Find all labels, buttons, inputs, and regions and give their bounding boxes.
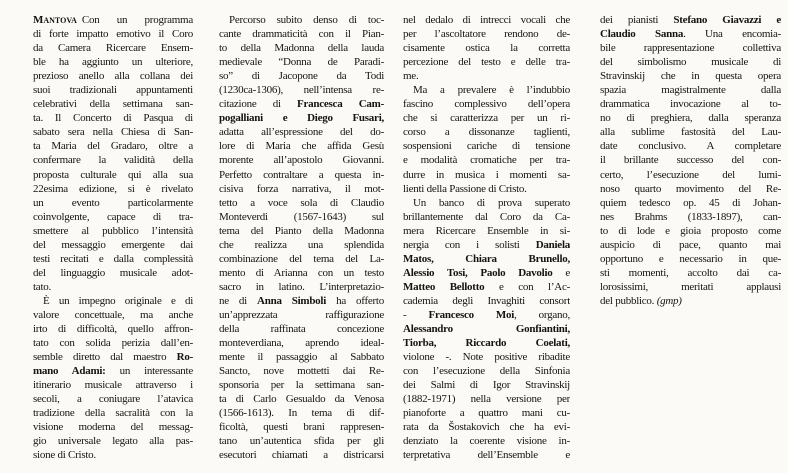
body-text: adatta all’espressione del do- xyxy=(219,126,384,139)
body-text: semble diretto dal maestro xyxy=(33,351,177,364)
text-line xyxy=(403,27,570,41)
body-text: ta Maria del Gradaro, oltre a xyxy=(33,140,193,153)
body-text: e con l’Ac- xyxy=(484,280,570,293)
emphasized-name: Anna Simboli xyxy=(257,294,327,307)
body-text: cisiva forza narrativa, il mot- xyxy=(219,182,384,195)
text-line xyxy=(33,55,193,69)
text-line xyxy=(219,125,384,139)
body-text: durre in musica i momenti sa- xyxy=(403,168,570,181)
body-text: dei pianisti xyxy=(600,14,674,26)
body-text: medievale “Donna de Paradi- xyxy=(219,56,384,69)
body-text: denziato la coerente visione in- xyxy=(403,435,570,448)
body-text: prezioso anello alla collana dei xyxy=(33,70,193,83)
body-text: È un impegno originale e di xyxy=(43,294,193,307)
body-text: della raffinata concezione xyxy=(219,323,384,336)
body-text: tema del Pianto della Madonna xyxy=(219,224,384,237)
body-text: sabato sera nella Chiesa di San- xyxy=(33,126,193,139)
text-line xyxy=(219,196,384,210)
text-line xyxy=(33,434,193,448)
body-text: sospensioni cariche di tensione xyxy=(403,140,570,153)
body-text: to della Madonna della lauda xyxy=(219,42,384,55)
emphasized-name: Ro- xyxy=(176,351,193,364)
body-text: nel dedalo di intrecci vocali che xyxy=(403,14,570,26)
text-line xyxy=(600,111,781,125)
body-text: lienti della Passione di Cristo. xyxy=(403,182,527,195)
body-text: irto di difficoltà, quello affron- xyxy=(33,323,193,336)
text-line xyxy=(403,41,570,55)
body-text: di forte impatto emotivo il Coro xyxy=(33,28,193,41)
text-line xyxy=(600,280,781,294)
body-text: sponsoria per la settimana san- xyxy=(219,379,384,392)
article-column-4 xyxy=(600,13,781,308)
text-line xyxy=(403,406,570,420)
body-text: mento di Arianna con un testo xyxy=(219,266,384,279)
text-line xyxy=(403,448,570,462)
body-text: tetto a voce sola di Claudio xyxy=(219,196,384,209)
text-line xyxy=(403,111,570,125)
body-text: coinvolgente, capace di tra- xyxy=(33,210,193,223)
body-text: Con un programma xyxy=(81,14,193,26)
body-text: bile rappresentazione collettiva xyxy=(600,42,781,55)
emphasized-name: Francesca Cam- xyxy=(297,98,384,111)
text-line xyxy=(33,83,193,97)
body-text: ha offerto xyxy=(326,294,384,307)
text-line xyxy=(219,224,384,238)
body-text: secoli, a coniugare l’atavica xyxy=(33,393,193,406)
text-line xyxy=(219,182,384,196)
text-line xyxy=(33,224,193,238)
text-line xyxy=(403,364,570,378)
text-line xyxy=(600,69,781,83)
body-text: citazione di xyxy=(219,98,298,111)
text-line xyxy=(219,97,384,111)
body-text: suoi tradizionali appuntamenti xyxy=(33,84,193,97)
body-text: date conclusivo. A completare xyxy=(600,140,781,153)
body-text: to di lode e gioia proposto come xyxy=(600,224,781,237)
text-line xyxy=(600,224,781,238)
text-line xyxy=(219,266,384,280)
text-line xyxy=(600,196,781,210)
text-line xyxy=(403,13,570,27)
body-text: (gmp) xyxy=(656,294,682,307)
body-text: del linguaggio musicale adot- xyxy=(33,266,193,279)
text-line xyxy=(600,55,781,69)
body-text: valore concettuale, ma anche xyxy=(33,308,193,321)
body-text: itinerario musicale attraverso i xyxy=(33,379,193,392)
text-line xyxy=(219,378,384,392)
emphasized-name: Stefano Giavazzi e xyxy=(673,14,781,26)
text-line xyxy=(403,182,570,196)
body-text: tato con solida perizia dall’en- xyxy=(33,337,193,350)
body-text: cisamente ostica la corretta xyxy=(403,42,570,55)
body-text: ta. Il Concerto di Pasqua di xyxy=(33,112,193,125)
body-text: 22esima edizione, si è rivelato xyxy=(33,182,193,195)
emphasized-name: Alessandro Gonfiantini, xyxy=(403,323,570,336)
emphasized-name: Francesco Moi xyxy=(428,308,515,321)
text-line xyxy=(33,153,193,167)
text-line xyxy=(403,238,570,252)
body-text: alla sublime fastosità del Lau- xyxy=(600,126,781,139)
body-text: un’apprezzata raffigurazione xyxy=(219,308,384,321)
body-text: che realizza una splendida xyxy=(219,238,384,251)
body-text: cante drammaticità con il Pian- xyxy=(219,28,384,41)
text-line xyxy=(33,238,193,252)
emphasized-name: Matteo Bellotto xyxy=(403,280,485,293)
emphasized-name: mano Adami: xyxy=(33,365,106,378)
text-line xyxy=(219,153,384,167)
text-line xyxy=(33,322,193,336)
body-text: opportuno e necessario in que- xyxy=(600,252,781,265)
text-line xyxy=(600,210,781,224)
text-line xyxy=(219,308,384,322)
text-line xyxy=(600,97,781,111)
body-text: visione moderna del messag- xyxy=(33,421,193,434)
body-text: . Una encomia- xyxy=(683,28,781,41)
body-text: drammatica invocazione al to- xyxy=(600,98,781,111)
text-line xyxy=(33,266,193,280)
body-text: nergia con i solisti xyxy=(403,238,536,251)
text-line xyxy=(403,97,570,111)
text-line xyxy=(403,336,570,350)
body-text: ta di Carlo Gesualdo da Venosa xyxy=(219,393,384,406)
text-line xyxy=(33,27,193,41)
text-line xyxy=(600,182,781,196)
text-line xyxy=(219,83,384,97)
body-text: tato. xyxy=(33,280,51,293)
text-line xyxy=(33,364,193,378)
text-line xyxy=(600,266,781,280)
body-text: (1882-1971) nella versione per xyxy=(403,393,570,406)
text-line xyxy=(403,252,570,266)
text-line xyxy=(403,224,570,238)
body-text: esecutori chiamati a districarsi xyxy=(219,449,384,462)
text-line xyxy=(219,392,384,406)
body-text: per l’ascoltatore rendono de- xyxy=(403,28,570,41)
text-line xyxy=(403,153,570,167)
body-text: Ma a prevalere è l’indubbio xyxy=(413,84,570,97)
body-text: celebrativi della settimana san- xyxy=(33,98,193,111)
text-line xyxy=(600,27,781,41)
text-line xyxy=(600,238,781,252)
text-line xyxy=(33,378,193,392)
text-line xyxy=(600,294,781,308)
body-text: spazia magistralmente dalla xyxy=(600,84,781,97)
text-line xyxy=(219,139,384,153)
body-text: che si caratterizza per un ri- xyxy=(403,112,570,125)
text-line xyxy=(600,83,781,97)
text-line xyxy=(600,139,781,153)
text-line xyxy=(33,168,193,182)
body-text: noso quarto movimento del Re- xyxy=(600,182,781,195)
text-line xyxy=(219,350,384,364)
text-line xyxy=(33,350,193,364)
body-text: nes Brahms (1833-1897), can- xyxy=(600,210,781,223)
text-line xyxy=(600,13,781,27)
body-text: certo, l’esecuzione del lumi- xyxy=(600,168,781,181)
body-text: ficoltà, questi brani rappresen- xyxy=(219,421,384,434)
emphasized-name: Claudio Sanna xyxy=(600,28,684,41)
text-line xyxy=(33,196,193,210)
text-line xyxy=(403,434,570,448)
body-text: fascino complessivo dell’opera xyxy=(403,98,570,111)
body-text: testi recitati e dalla complessità xyxy=(33,252,193,265)
body-text: confermare la validità della xyxy=(33,154,193,167)
text-line xyxy=(219,13,384,27)
body-text: ne di xyxy=(219,294,258,307)
body-text: dei Salmi di Igor Stravinskij xyxy=(403,379,570,392)
text-line xyxy=(219,238,384,252)
text-line xyxy=(403,294,570,308)
body-text: smettere al pubblico l’intensità xyxy=(33,224,193,237)
body-text: Percorso subito denso di toc- xyxy=(229,14,384,26)
body-text: (1230ca-1306), nell’intensa re- xyxy=(219,84,384,97)
body-text: sione di Cristo. xyxy=(33,449,96,462)
text-line xyxy=(219,280,384,294)
body-text: Monteverdi (1567-1643) sul xyxy=(219,210,384,223)
body-text: del pubblico. xyxy=(600,294,657,307)
text-line xyxy=(403,350,570,364)
text-line xyxy=(403,280,570,294)
body-text: un evento particolarmente xyxy=(33,196,193,209)
text-line xyxy=(33,69,193,83)
text-line xyxy=(33,252,193,266)
emphasized-name: Matos, Chiara Brunello, xyxy=(403,252,570,265)
text-line xyxy=(219,336,384,350)
text-line xyxy=(600,41,781,55)
emphasized-name: Tiorba, Riccardo Coelati, xyxy=(403,337,570,350)
body-text: me. xyxy=(403,70,419,83)
text-line xyxy=(219,252,384,266)
text-line xyxy=(219,55,384,69)
body-text: mente il passaggio al Sabbato xyxy=(219,351,384,364)
body-text: con l’esecuzione della Sinfonia xyxy=(403,365,570,378)
text-line xyxy=(219,41,384,55)
body-text: percezione del testo e delle tra- xyxy=(403,56,570,69)
text-line xyxy=(403,125,570,139)
text-line xyxy=(33,336,193,350)
text-line xyxy=(403,83,570,97)
body-text: corso a dissonanze taglienti, xyxy=(403,126,570,139)
text-line xyxy=(33,392,193,406)
body-text: lore di Maria che affida Gesù xyxy=(219,140,384,153)
body-text: sti momenti, accolto dai ca- xyxy=(600,266,781,279)
body-text: gio universale legato alla pas- xyxy=(33,435,193,448)
text-line xyxy=(403,308,570,322)
text-line xyxy=(33,406,193,420)
text-line xyxy=(600,252,781,266)
body-text: Sancto, nove mottetti dai Re- xyxy=(219,365,384,378)
body-text: quiem tedesco op. 45 di Johan- xyxy=(600,196,781,209)
text-line xyxy=(403,55,570,69)
body-text: pianoforte a quattro mani cu- xyxy=(403,407,570,420)
body-text: brillantemente dal Coro da Ca- xyxy=(403,210,570,223)
body-text: un interessante xyxy=(105,365,193,378)
body-text: monteverdiana, aprendo ideal- xyxy=(219,337,384,350)
body-text: violone -. Note positive ribadite xyxy=(403,351,570,364)
text-line xyxy=(33,294,193,308)
text-line xyxy=(219,364,384,378)
text-line xyxy=(219,448,384,462)
text-line xyxy=(219,406,384,420)
body-text: il brillante successo del con- xyxy=(600,154,781,167)
emphasized-name: Alessio Tosi, Paolo Davolio xyxy=(403,266,553,279)
body-text: e xyxy=(552,266,570,279)
body-text: rata da Šostakovich che ha evi- xyxy=(403,421,570,434)
text-line xyxy=(403,69,570,83)
body-text: (1566-1613). In tema di dif- xyxy=(219,407,384,420)
body-text: Un banco di prova superato xyxy=(413,196,570,209)
body-text: tano un’autentica sfida per gli xyxy=(219,435,384,448)
text-line xyxy=(219,168,384,182)
text-line xyxy=(219,322,384,336)
text-line xyxy=(219,69,384,83)
text-line xyxy=(33,448,193,462)
text-line xyxy=(219,420,384,434)
text-line xyxy=(33,139,193,153)
text-line xyxy=(33,210,193,224)
body-text: ble ha aggiunto un ulteriore, xyxy=(33,56,193,69)
text-line xyxy=(403,266,570,280)
text-line xyxy=(33,111,193,125)
body-text: auspicio di pace, quanto mai xyxy=(600,238,781,251)
text-line xyxy=(33,13,193,27)
body-text: terpretativa dell’Ensemble e xyxy=(403,449,570,462)
body-text: del messaggio emergente dai xyxy=(33,238,193,251)
text-line xyxy=(33,280,193,294)
text-line xyxy=(403,168,570,182)
body-text: combinazione del tema del La- xyxy=(219,252,384,265)
body-text: - xyxy=(403,308,429,321)
text-line xyxy=(33,420,193,434)
article-column-2 xyxy=(219,13,384,463)
body-text: da Camera Ricercare Ensem- xyxy=(33,42,193,55)
text-line xyxy=(219,294,384,308)
article-column-1 xyxy=(33,13,193,463)
text-line xyxy=(403,196,570,210)
text-line xyxy=(600,153,781,167)
body-text: e modalità cromatiche per tra- xyxy=(403,154,570,167)
body-text: lorosissimi, meritati applausi xyxy=(600,280,781,293)
body-text: del simbolismo musicale di xyxy=(600,56,781,69)
body-text: no di preghiera, dalla speranza xyxy=(600,112,781,125)
text-line xyxy=(600,168,781,182)
text-line xyxy=(219,434,384,448)
body-text: cademia degli Invaghiti consort xyxy=(403,294,570,307)
text-line xyxy=(33,125,193,139)
body-text: , organo, xyxy=(514,308,570,321)
body-text: sacro in latino. L’interpretazio- xyxy=(219,280,384,293)
body-text: mera Ricercare Ensemble in si- xyxy=(403,224,570,237)
text-line xyxy=(600,125,781,139)
text-line xyxy=(219,111,384,125)
body-text: tradizione della sacralità con la xyxy=(33,407,193,420)
text-line xyxy=(219,27,384,41)
text-line xyxy=(33,97,193,111)
emphasized-name: Daniela xyxy=(535,238,570,251)
body-text: Perfetto contraltare a questa in- xyxy=(219,168,384,181)
text-line xyxy=(33,308,193,322)
body-text: Stravinskij che in questa opera xyxy=(600,70,781,83)
text-line xyxy=(403,322,570,336)
body-text: morente all’apostolo Giovanni. xyxy=(219,154,384,167)
body-text: so” di Jacopone da Todi xyxy=(219,70,384,83)
text-line xyxy=(403,420,570,434)
text-line xyxy=(403,392,570,406)
text-line xyxy=(403,378,570,392)
body-text: proposta culturale qui alla sua xyxy=(33,168,193,181)
emphasized-name: pogalliani e Diego Fusari, xyxy=(219,112,384,125)
article-column-3 xyxy=(403,13,570,463)
text-line xyxy=(403,210,570,224)
text-line xyxy=(403,139,570,153)
text-line xyxy=(33,182,193,196)
text-line xyxy=(33,41,193,55)
dateline: Mantova xyxy=(33,14,77,26)
text-line xyxy=(219,210,384,224)
